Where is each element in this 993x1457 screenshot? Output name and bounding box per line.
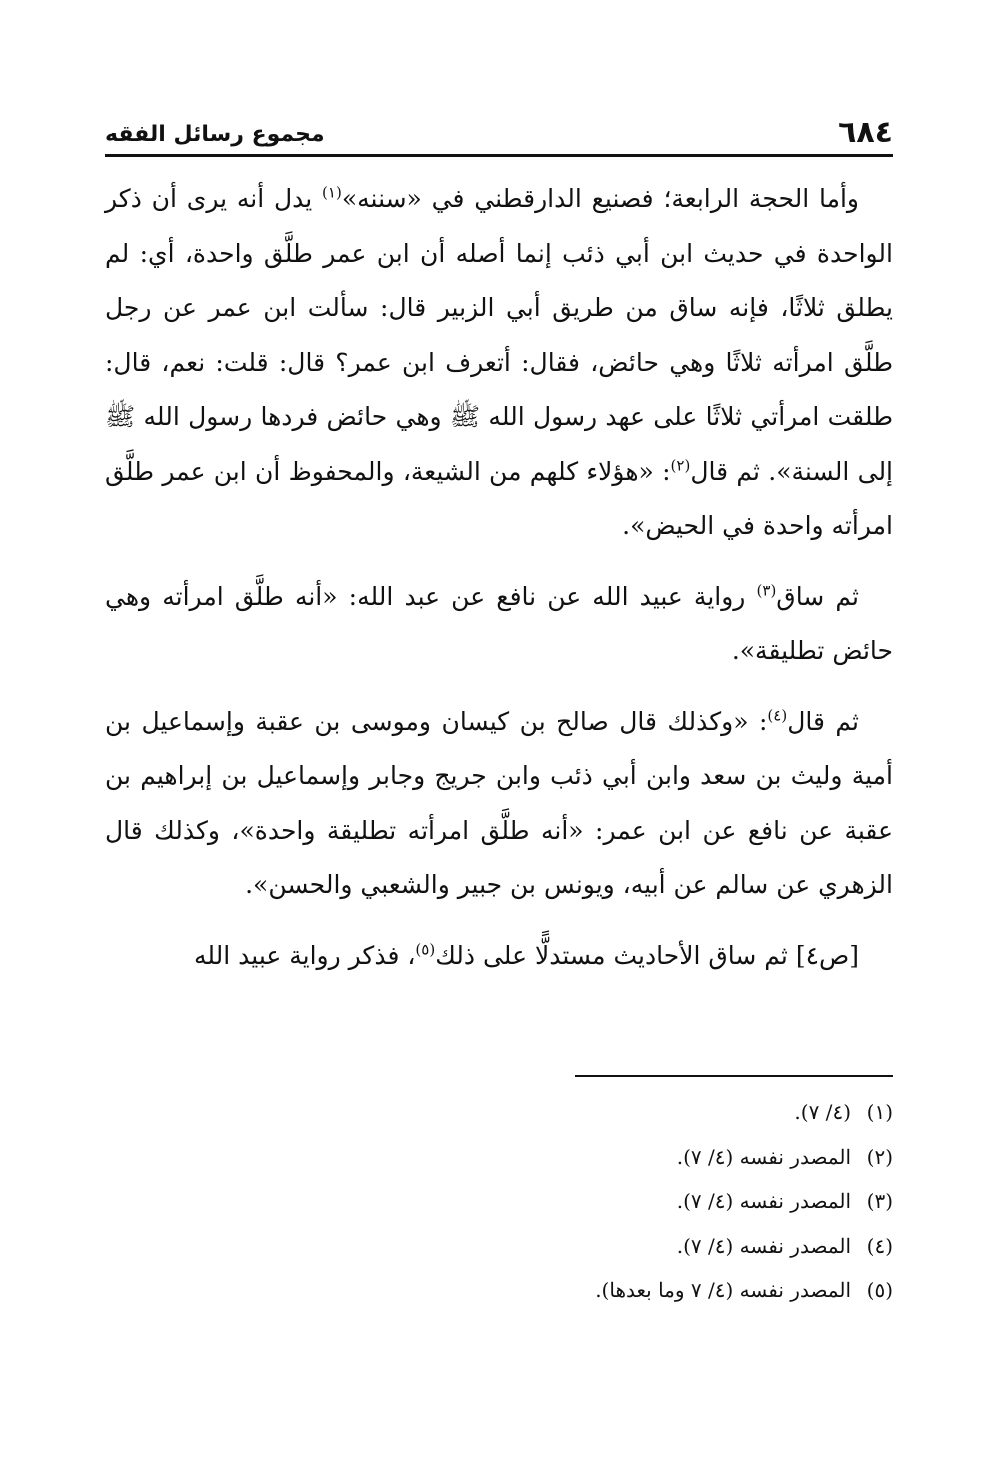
footnote-3 bbox=[105, 1179, 893, 1224]
footnote-text: المصدر نفسه (٤/ ٧ وما بعدها). bbox=[595, 1278, 851, 1302]
footnote-text: المصدر نفسه (٤/ ٧). bbox=[676, 1233, 851, 1258]
footnotes-list bbox=[105, 1090, 893, 1313]
main-text bbox=[105, 172, 893, 999]
footnote-number: (٥) bbox=[866, 1278, 893, 1302]
footnote-text: المصدر نفسه (٤/ ٧). bbox=[676, 1189, 851, 1213]
paragraph-text: وأما الحجة الرابعة؛ فصنيع الدارقطني في «سننه» bbox=[341, 184, 859, 213]
footnote-number: (٢) bbox=[866, 1144, 893, 1169]
paragraph-4 bbox=[105, 929, 893, 984]
paragraph-text: : «وكذلك قال صالح بن كيسان وموسى بن عقبة وإسماعيل بن أمية وليث بن سعد وابن أبي ذئب وابن جريج وجابر وإسماعيل بن إبراهيم بن عقبة عن نافع عن ابن عمر: «أنه طلَّق امرأته تطليقة واحدة»، وكذلك قال الزهري عن سالم عن أبيه، ويونس بن جبير والشعبي والحسن». bbox=[105, 706, 893, 899]
footnote-number: (٤) bbox=[866, 1233, 893, 1258]
footnote-2 bbox=[105, 1135, 893, 1180]
footnote-5 bbox=[105, 1268, 893, 1313]
paragraph-1 bbox=[105, 172, 893, 554]
footnote-number: (١) bbox=[866, 1100, 893, 1124]
footnote-separator bbox=[575, 1075, 893, 1077]
book-page bbox=[105, 0, 893, 1457]
footnote-4 bbox=[105, 1224, 893, 1269]
footnote-text: المصدر نفسه (٤/ ٧). bbox=[676, 1144, 851, 1169]
footnote-ref[interactable]: (٢) bbox=[670, 456, 691, 475]
paragraph-text: ، فذكر رواية عبيد الله bbox=[193, 940, 416, 970]
paragraph-text: رواية عبيد الله عن نافع عن عبد الله: «أنه طلَّق امرأته وهي حائض تطليقة». bbox=[105, 581, 893, 665]
paragraph-3 bbox=[105, 695, 893, 913]
header-rule bbox=[105, 154, 893, 157]
paragraph-text: يدل أنه يرى أن ذكر الواحدة في حديث ابن أبي ذئب إنما أصله أن ابن عمر طلَّق واحدة، أي: لم يطلق ثلاثًا، فإنه ساق من طريق أبي الزبير قال: سألت ابن عمر عن رجل طلَّق امرأته ثلاثًا وهي حائض، فقال: أتعرف ابن عمر؟ قال: قلت: نعم، قال: طلقت امرأتي ثلاثًا على عهد رسول الله ﷺ وهي حائض فردها رسول الله ﷺ إلى السنة». ثم قال bbox=[105, 184, 894, 486]
footnote-ref[interactable]: (٥) bbox=[415, 940, 436, 959]
footnote-1 bbox=[105, 1090, 893, 1135]
footnote-number: (٣) bbox=[866, 1189, 893, 1213]
running-title: مجموع رسائل الفقه bbox=[105, 122, 325, 147]
paragraph-text: [ص٤] ثم ساق الأحاديث مستدلًّا على ذلك bbox=[435, 940, 859, 970]
paragraph-text: ثم ساق bbox=[776, 581, 859, 611]
footnote-text: (٤/ ٧). bbox=[794, 1100, 851, 1124]
footnote-ref[interactable]: (١) bbox=[322, 183, 342, 202]
footnote-ref[interactable]: (٤) bbox=[767, 706, 788, 725]
paragraph-text: : «هؤلاء كلهم من الشيعة، والمحفوظ أن ابن عمر طلَّق امرأته واحدة في الحيض». bbox=[105, 456, 893, 540]
footnote-ref[interactable]: (٣) bbox=[756, 581, 777, 600]
page-header bbox=[105, 110, 893, 152]
paragraph-2 bbox=[105, 570, 893, 679]
paragraph-text: ثم قال bbox=[787, 706, 859, 736]
page-number: ٦٨٤ bbox=[838, 115, 893, 150]
